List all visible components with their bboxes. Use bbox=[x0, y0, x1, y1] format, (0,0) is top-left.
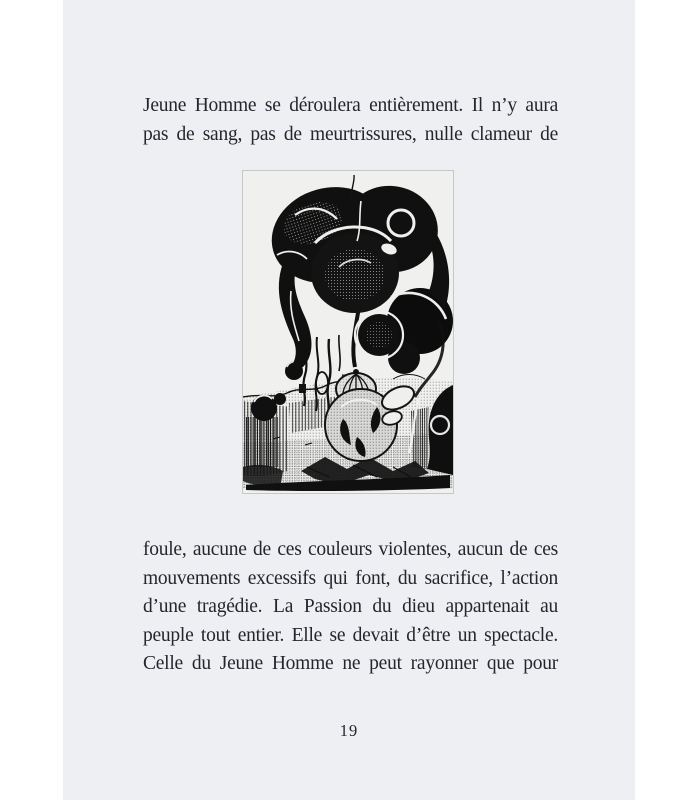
text-line: Celle du Jeune Homme ne peut rayonner que pour bbox=[143, 653, 558, 674]
etching-plate bbox=[243, 171, 453, 493]
text-line: Jeune Homme se déroulera entièrement. Il n’y aura bbox=[143, 95, 558, 116]
text-line: peuple tout entier. Elle se devait d’être un spectacle. bbox=[143, 624, 558, 646]
etching-illustration bbox=[243, 171, 453, 493]
closing-paragraph bbox=[143, 536, 558, 679]
opening-paragraph bbox=[143, 92, 558, 149]
book-page bbox=[63, 0, 635, 800]
text-line: pas de sang, pas de meurtrissures, nulle clameur de bbox=[143, 123, 558, 145]
page-number: 19 bbox=[339, 721, 359, 740]
text-line: d’une tragédie. La Passion du dieu appartenait au bbox=[143, 596, 558, 617]
text-line: foule, aucune de ces couleurs violentes, aucun de ces bbox=[143, 539, 558, 560]
text-line: mouvements excessifs qui font, du sacrifice, l’action bbox=[143, 567, 558, 589]
